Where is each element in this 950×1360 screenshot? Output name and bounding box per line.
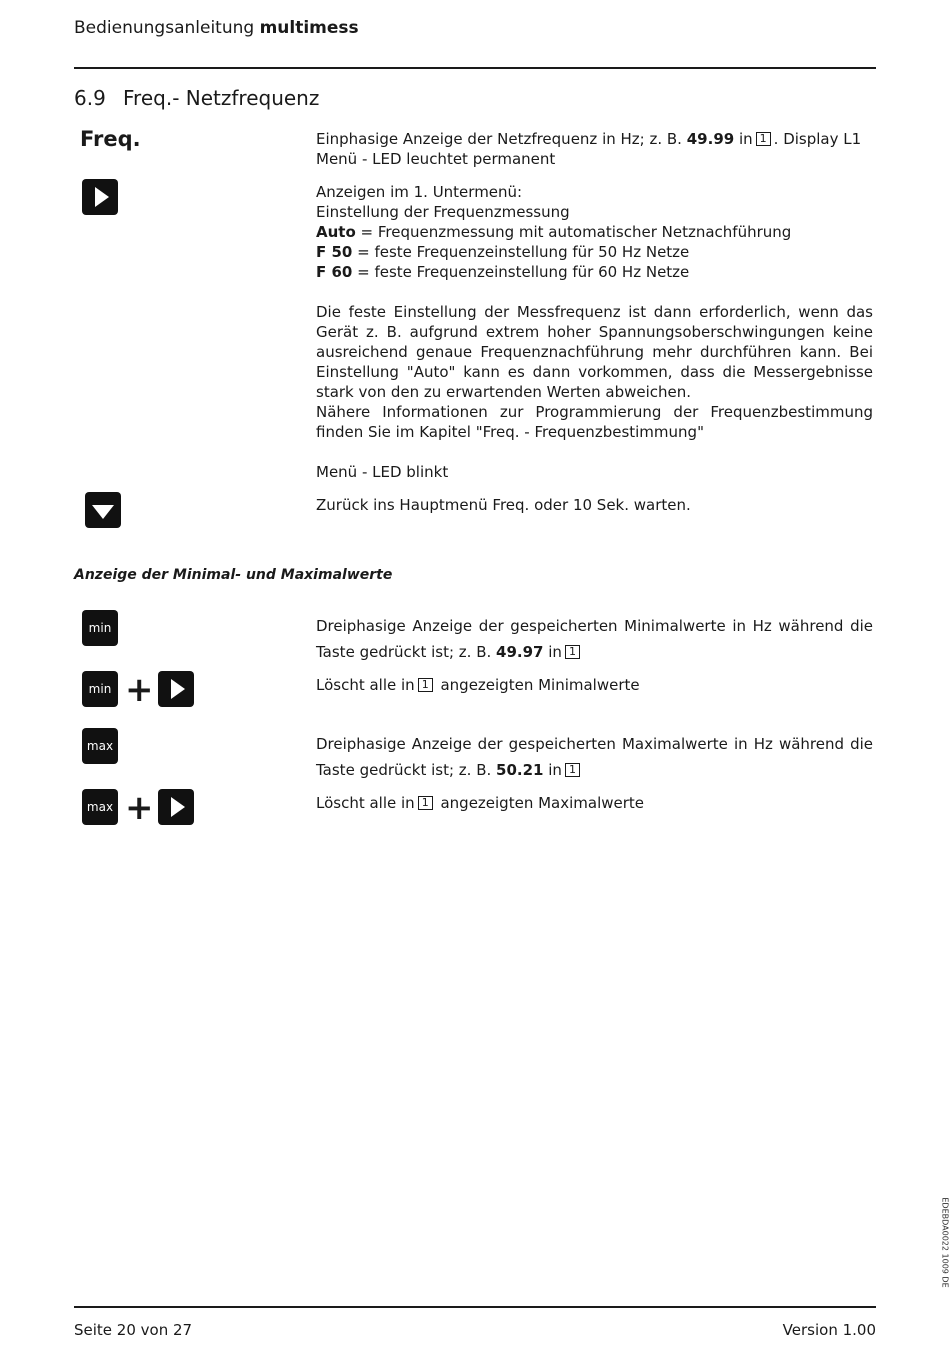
max-key-icon: max [82,728,118,764]
section-title [74,86,319,110]
down-arrow-key-icon [85,492,121,528]
display-box-number: 1 [756,132,771,146]
min-max-subheading: Anzeige der Minimal- und Maximalwerte [74,567,393,583]
min-key-icon: min [82,671,118,707]
back-text: Zurück ins Hauptmenü Freq. oder 10 Sek. warten. [316,496,691,514]
freq-display-label: Freq. [80,127,141,151]
min-show-text: Dreiphasige Anzeige der gespeicherten Minimalwerte in Hz während die Taste gedrückt ist; z. B. 49.97 in 1 [316,617,873,661]
header-rule [74,67,876,69]
min-clear-text: Löscht alle in 1 angezeigten Minimalwerte [316,676,640,694]
page-number: Seite 20 von 27 [74,1321,193,1339]
plus-icon: + [125,788,154,828]
submenu-text: Anzeigen im 1. Untermenü: Einstellung der Frequenzmessung Auto = Frequenzmessung mit automatischer Netznachführung F 50 = feste Frequenzeinstellung für 50 Hz Netze F 60 = feste Frequenzeinstellung für 60 Hz Netze [316,183,792,281]
header-title: Bedienungsanleitung [74,18,255,38]
right-arrow-key-icon [158,671,194,707]
section-number: 6.9 [74,86,106,110]
header-product: multimess [259,18,359,38]
max-clear-text: Löscht alle in 1 angezeigten Maximalwerte [316,794,645,812]
page-header [74,18,359,38]
right-arrow-key-icon [158,789,194,825]
max-show-text: Dreiphasige Anzeige der gespeicherten Maximalwerte in Hz während die Taste gedrückt ist; z. B. 50.21 in 1 [316,735,873,779]
right-arrow-key-icon [82,179,118,215]
example-value: 49.99 [686,130,735,148]
max-key-icon: max [82,789,118,825]
plus-icon: + [125,670,154,710]
section-name: Freq.- Netzfrequenz [123,86,320,110]
min-key-icon: min [82,610,118,646]
explanation-paragraph: Die feste Einstellung der Messfrequenz ist dann erforderlich, wenn das Gerät z. B. aufgrund extrem hoher Spannungsoberschwingungen keine ausreichend genaue Frequenznachführung mehr durchführen kann. Bei Einstellung "Auto" kann es dann vorkommen, dass die Messergebnisse stark von den zu erwartenden Werten abweichen. Nähere Informationen zur Programmierung der Frequenzbestimmung finden Sie im Kapitel "Freq. - Frequenzbestimmung" [316,303,873,441]
intro-text: Einphasige Anzeige der Netzfrequenz in Hz; z. B. 49.99 in 1 . Display L1 Menü - LED leuchtet permanent [316,130,862,168]
led-blink-text: Menü - LED blinkt [316,463,449,481]
version-label: Version 1.00 [782,1321,876,1339]
footer-rule [74,1306,876,1308]
document-code: EDEBDA0022 1009 DE [940,1197,950,1288]
